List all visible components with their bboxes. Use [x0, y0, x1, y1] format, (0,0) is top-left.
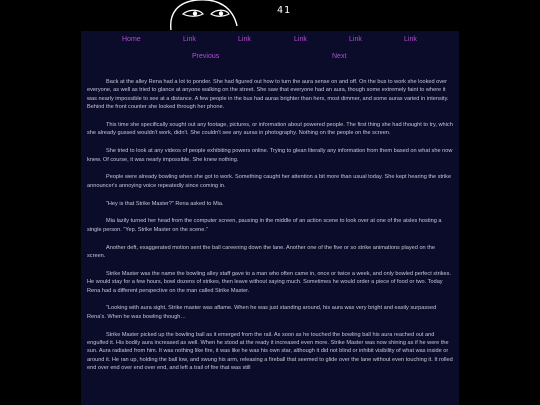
- next-page-link[interactable]: Next: [332, 53, 347, 60]
- nav-link-4[interactable]: Link: [349, 36, 362, 43]
- page-number: 41: [277, 5, 292, 16]
- story-paragraph: She tried to look at any videos of people exhibiting powers online. Trying to glean literally any information from them based on what she now knew. Of course, it was nearly impossible. She knew nothing.: [87, 148, 453, 163]
- story-paragraph: Strike Master picked up the bowling ball as it emerged from the rail. As soon as he touched the bowling ball his aura reached out and engulfed it. His bodily aura increased as well. When he stood at the ready it increased even more. Strike Master was now shining as if he were the sun. Aura radiated from him. It was nothing like fire, it was like he was his own star, although it did not blind or inhibit visibility of what was inside or around it. He ran up, holding the ball low, and swung his arm, releasing a fireball that seemed to glide over the lane without even touching it. It rolled end over end over end over end, and left a trail of fire that was still: [87, 331, 453, 372]
- story-text: [87, 78, 453, 382]
- story-paragraph: “Hey is that Strike Master?” Rena asked to Mia.: [106, 200, 224, 207]
- page-banner: [0, 0, 540, 32]
- nav-link-2[interactable]: Link: [238, 36, 251, 43]
- content-panel: [81, 31, 459, 405]
- nav-link-5[interactable]: Link: [404, 36, 417, 43]
- story-paragraph: Mia lazily turned her head from the computer screen, pausing in the middle of an action scene to look over at one of the aisles hosting a single person. “Yep. Strike Master on the scene.”: [87, 218, 442, 233]
- story-paragraph: People were already bowling when she got to work. Something caught her attention a bit more than usual today. She kept hearing the strike announcer's annoying voice repeatedly since coming in.: [87, 174, 452, 189]
- nav-link-1[interactable]: Link: [183, 36, 196, 43]
- story-paragraph: “Looking with aura sight, Strike master was aflame. When he was just standing around, his aura was very bright and easily surpassed Rena's. When he was bowling though…: [87, 305, 437, 320]
- story-paragraph: Another deft, exaggerated motion sent the ball careening down the lane. Another one of the five or so strike animations played on the screen.: [87, 244, 436, 260]
- doodle-face-icon: [163, 0, 247, 30]
- nav-bar: [81, 31, 459, 65]
- nav-link-home[interactable]: Home: [122, 36, 141, 43]
- story-paragraph: Strike Master was the name the bowling alley staff gave to a man who often came in, once or twice a week, and only bowled perfect strikes. He would stay for a few hours, bowl dozens of strikes, then leave without saying much. Sometimes he would order a piece of food or two. Today Rena had a different perspective on the man called Strike Master.: [87, 270, 452, 294]
- previous-page-link[interactable]: Previous: [192, 53, 220, 60]
- story-paragraph: This time she specifically sought out any footage, pictures, or information about powered people. The first thing she had thought to try, which she already gussed wouldn't work, didn't. She couldn't see any auras in photography. Nothing on the people on the screen.: [87, 122, 453, 137]
- nav-link-3[interactable]: Link: [294, 36, 307, 43]
- story-paragraph: Back at the alley Rena had a lot to ponder. She had figured out how to turn the aura sense on and off. On the bus to work she looked over everyone, as well as tried to glance at anyone walking on the street. She saw that everyone had an aura, though some extremely faint to where it was nearly impossible to see at a distance. A few people in the bus had auras brighter than hers, most dimmer, and some auras varied in intensity. Behind the front counter she looked through her phone.: [87, 79, 449, 111]
